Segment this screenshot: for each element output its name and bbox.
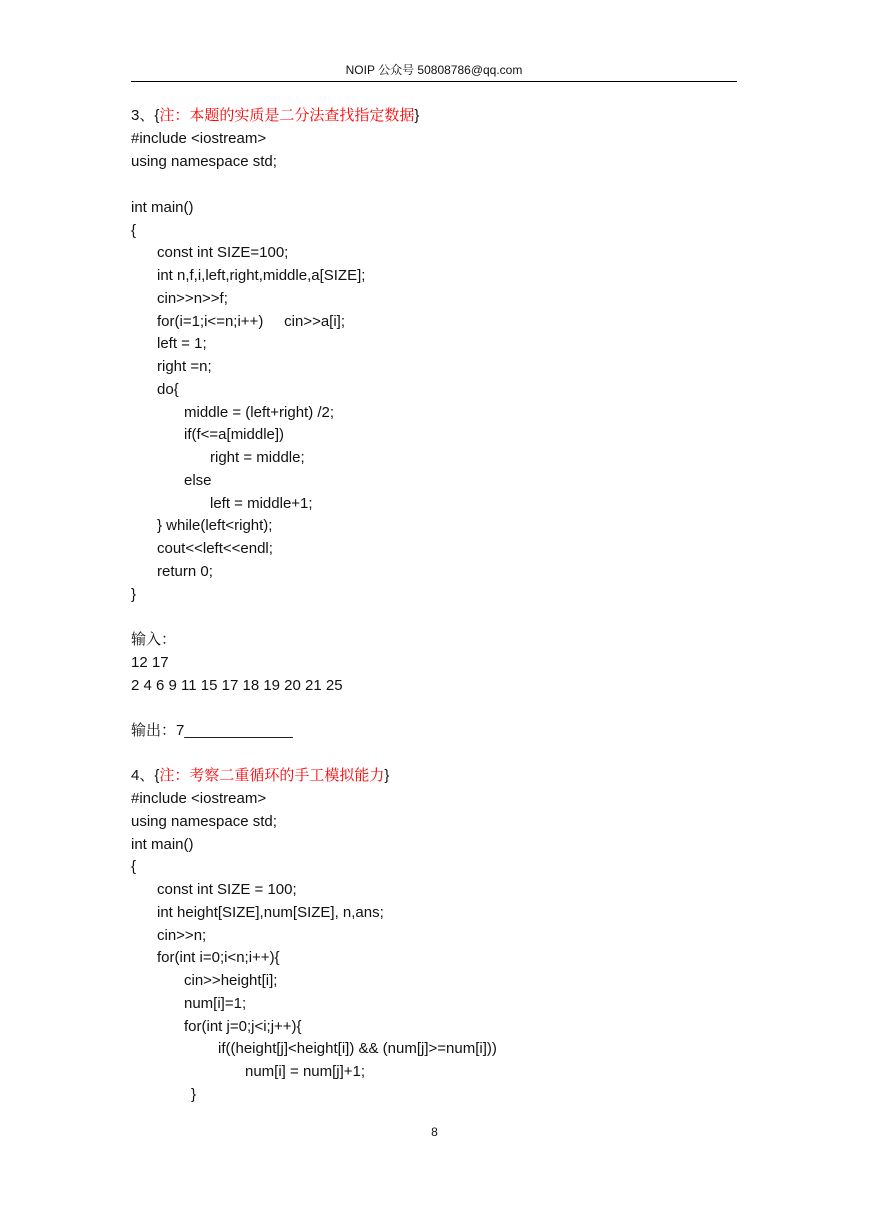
code-line: middle = (left+right) /2;	[184, 404, 335, 421]
code-line: for(i=1;i<=n;i++) cin>>a[i];	[157, 313, 346, 330]
page-number: 8	[431, 1125, 438, 1139]
problem3-note: 注：本题的实质是二分法查找指定数据	[159, 106, 415, 124]
problem4-note: 注：考察二重循环的手工模拟能力	[159, 766, 385, 784]
code-line: right =n;	[157, 358, 212, 375]
input-line: 12 17	[131, 654, 169, 671]
input-line: 2 4 6 9 11 15 17 18 19 20 21 25	[131, 677, 343, 694]
code-line: }	[131, 586, 137, 603]
output-line	[131, 720, 293, 741]
code-line: num[i]=1;	[184, 995, 247, 1012]
input-label: 输入：	[131, 630, 177, 648]
code-line: for(int j=0;j<i;j++){	[184, 1018, 302, 1035]
page-header: NOIP 公众号 50808786@qq.com	[345, 63, 523, 77]
problem4-label: 4、	[131, 767, 155, 784]
code-line: for(int i=0;i<n;i++){	[157, 949, 280, 966]
code-line: int n,f,i,left,right,middle,a[SIZE];	[157, 267, 366, 284]
code-line: left = middle+1;	[210, 495, 313, 512]
code-line: int height[SIZE],num[SIZE], n,ans;	[157, 904, 384, 921]
code-line: {	[131, 222, 137, 239]
code-line: cin>>n;	[157, 927, 207, 944]
problem3-label: 3、	[131, 107, 155, 124]
code-line: const int SIZE = 100;	[157, 881, 297, 898]
code-line: cin>>n>>f;	[157, 290, 228, 307]
code-line: left = 1;	[157, 335, 207, 352]
code-line: using namespace std;	[131, 813, 277, 830]
code-line: if(f<=a[middle])	[184, 426, 285, 443]
code-line: #include <iostream>	[131, 790, 267, 807]
code-line: {	[131, 858, 137, 875]
code-line: return 0;	[157, 563, 213, 580]
code-line: int main()	[131, 199, 194, 216]
code-line: }	[191, 1086, 197, 1103]
code-line: const int SIZE=100;	[157, 244, 289, 261]
problem3-note-open: {	[154, 107, 160, 124]
problem4-heading	[131, 765, 389, 786]
code-line: #include <iostream>	[131, 130, 267, 147]
problem3-heading	[131, 105, 419, 126]
code-line: using namespace std;	[131, 153, 277, 170]
code-line: } while(left<right);	[157, 517, 273, 534]
code-line: num[i] = num[j]+1;	[245, 1063, 366, 1080]
output-value: 7_____________	[176, 722, 293, 739]
problem4-note-open: {	[154, 767, 160, 784]
code-line: do{	[157, 381, 179, 398]
code-line: int main()	[131, 836, 194, 853]
output-label: 输出：	[131, 721, 177, 739]
code-line: cout<<left<<endl;	[157, 540, 273, 557]
problem4-note-close: }	[384, 767, 390, 784]
code-line: cin>>height[i];	[184, 972, 278, 989]
code-line: right = middle;	[210, 449, 305, 466]
code-line: if((height[j]<height[i]) && (num[j]>=num[i]))	[218, 1040, 497, 1057]
code-line: else	[184, 472, 212, 489]
header-rule	[131, 81, 737, 82]
problem3-note-close: }	[414, 107, 420, 124]
